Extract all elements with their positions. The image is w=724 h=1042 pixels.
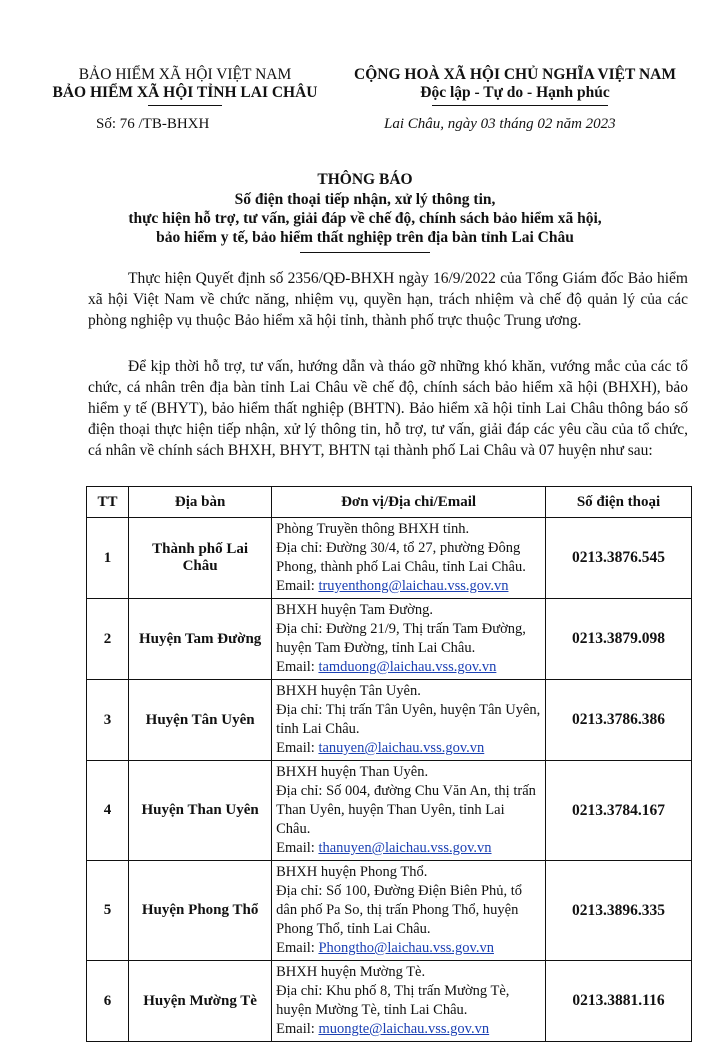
table-row (87, 518, 692, 599)
body-paragraph-1: Thực hiện Quyết định số 2356/QĐ-BHXH ngày 16/9/2022 của Tổng Giám đốc Bảo hiểm xã hội Việt Nam về chức năng, nhiệm vụ, quyền hạn, trách nhiệm và chế độ quản lý của các phòng nghiệp vụ thuộc Bảo hiểm xã hội tỉnh, thành phố trực thuộc Trung ương. (88, 270, 688, 329)
table-header-row (87, 487, 692, 518)
row-unit-cell (272, 861, 546, 961)
unit-email-line (276, 1020, 541, 1039)
table-row (87, 961, 692, 1042)
row-number: 5 (87, 861, 129, 961)
row-unit-cell (272, 599, 546, 680)
row-phone: 0213.3876.545 (546, 518, 692, 599)
unit-name: Phòng Truyền thông BHXH tỉnh. (276, 521, 470, 537)
unit-address: Địa chỉ: Đường 21/9, Thị trấn Tam Đường, huyện Tam Đường, tỉnh Lai Châu. (276, 621, 526, 656)
table-row (87, 861, 692, 961)
row-area: Huyện Than Uyên (129, 761, 272, 861)
agency-underline (148, 105, 222, 106)
unit-name: BHXH huyện Phong Thổ. (276, 864, 428, 880)
unit-email-line (276, 658, 541, 677)
body-paragraph-2: Để kịp thời hỗ trợ, tư vấn, hướng dẫn và tháo gỡ những khó khăn, vướng mắc của các tổ chức, cá nhân trên địa bàn tỉnh Lai Châu về chế độ, chính sách bảo hiểm xã hội (BHXH), bảo hiểm y tế (BHYT), bảo hiểm thất nghiệp (BHTN). Bảo hiểm xã hội tỉnh Lai Châu thông báo số điện thoại thực hiện tiếp nhận, xử lý thông tin, hỗ trợ, tư vấn, giải đáp các yêu cầu của tổ chức, cá nhân về chính sách BHXH, BHYT, BHTN tại thành phố Lai Châu và 07 huyện như sau: (88, 358, 688, 459)
email-link[interactable]: tamduong@laichau.vss.gov.vn (318, 659, 497, 675)
nation-name: CỘNG HOÀ XÃ HỘI CHỦ NGHĨA VIỆT NAM (354, 66, 676, 83)
document-number: Số: 76 /TB-BHXH (96, 116, 210, 132)
row-number: 3 (87, 680, 129, 761)
unit-name: BHXH huyện Tân Uyên. (276, 683, 421, 699)
email-label: Email: (276, 578, 319, 594)
row-number: 2 (87, 599, 129, 680)
table-row (87, 680, 692, 761)
row-phone: 0213.3896.335 (546, 861, 692, 961)
email-label: Email: (276, 1021, 319, 1037)
row-unit-cell (272, 961, 546, 1042)
notice-heading: THÔNG BÁO (317, 171, 413, 188)
unit-name: BHXH huyện Than Uyên. (276, 764, 429, 780)
unit-address: Địa chỉ: Số 004, đường Chu Văn An, thị trấn Than Uyên, huyện Than Uyên, tỉnh Lai Châu. (276, 783, 536, 837)
agency-name: BẢO HIỂM XÃ HỘI TỈNH LAI CHÂU (52, 84, 318, 101)
row-area: Thành phố Lai Châu (129, 518, 272, 599)
motto-underline (432, 105, 608, 106)
unit-email-line (276, 839, 541, 858)
national-motto: Độc lập - Tự do - Hạnh phúc (420, 84, 610, 101)
unit-address: Địa chỉ: Số 100, Đường Điện Biên Phủ, tổ dân phố Pa So, thị trấn Phong Thổ, huyện Phong Thổ, tỉnh Lai Châu. (276, 883, 523, 937)
place-and-date: Lai Châu, ngày 03 tháng 02 năm 2023 (384, 116, 616, 132)
email-link[interactable]: tanuyen@laichau.vss.gov.vn (318, 740, 485, 756)
title-divider (300, 252, 430, 253)
unit-address: Địa chỉ: Đường 30/4, tổ 27, phường Đông Phong, thành phố Lai Châu, tỉnh Lai Châu. (276, 540, 526, 575)
row-unit-cell (272, 680, 546, 761)
row-number: 6 (87, 961, 129, 1042)
email-label: Email: (276, 940, 319, 956)
row-number: 4 (87, 761, 129, 861)
unit-address: Địa chỉ: Thị trấn Tân Uyên, huyện Tân Uyên, tỉnh Lai Châu. (276, 702, 541, 737)
email-link[interactable]: muongte@laichau.vss.gov.vn (318, 1021, 490, 1037)
email-link[interactable]: truyenthong@laichau.vss.gov.vn (318, 578, 509, 594)
email-label: Email: (276, 659, 319, 675)
row-area: Huyện Tam Đường (129, 599, 272, 680)
row-phone: 0213.3786.386 (546, 680, 692, 761)
row-area: Huyện Tân Uyên (129, 680, 272, 761)
email-label: Email: (276, 840, 319, 856)
header-tt: TT (87, 487, 129, 518)
agency-header (40, 66, 330, 102)
notice-title-line-2: thực hiện hỗ trợ, tư vấn, giải đáp về chế độ, chính sách bảo hiểm xã hội, (128, 210, 602, 227)
header-phone: Số điện thoại (546, 487, 692, 518)
email-label: Email: (276, 740, 319, 756)
email-link[interactable]: Phongtho@laichau.vss.gov.vn (318, 940, 494, 956)
unit-email-line (276, 739, 541, 758)
parent-agency-name: BẢO HIỂM XÃ HỘI VIỆT NAM (78, 66, 292, 83)
unit-email-line (276, 939, 541, 958)
table-row (87, 599, 692, 680)
unit-name: BHXH huyện Tam Đường. (276, 602, 433, 618)
row-phone: 0213.3881.116 (546, 961, 692, 1042)
header-unit: Đơn vị/Địa chỉ/Email (272, 487, 546, 518)
row-phone: 0213.3879.098 (546, 599, 692, 680)
row-unit-cell (272, 518, 546, 599)
row-area: Huyện Phong Thổ (129, 861, 272, 961)
unit-name: BHXH huyện Mường Tè. (276, 964, 426, 980)
table-row (87, 761, 692, 861)
header-area: Địa bàn (129, 487, 272, 518)
national-header (340, 66, 690, 102)
row-area: Huyện Mường Tè (129, 961, 272, 1042)
unit-email-line (276, 577, 541, 596)
contact-table (86, 486, 692, 1042)
row-unit-cell (272, 761, 546, 861)
email-link[interactable]: thanuyen@laichau.vss.gov.vn (318, 840, 492, 856)
notice-title-line-1: Số điện thoại tiếp nhận, xử lý thông tin, (234, 191, 496, 208)
unit-address: Địa chỉ: Khu phố 8, Thị trấn Mường Tè, huyện Mường Tè, tỉnh Lai Châu. (276, 983, 510, 1018)
row-phone: 0213.3784.167 (546, 761, 692, 861)
row-number: 1 (87, 518, 129, 599)
notice-title-line-3: bảo hiểm y tế, bảo hiểm thất nghiệp trên địa bàn tỉnh Lai Châu (156, 229, 574, 246)
